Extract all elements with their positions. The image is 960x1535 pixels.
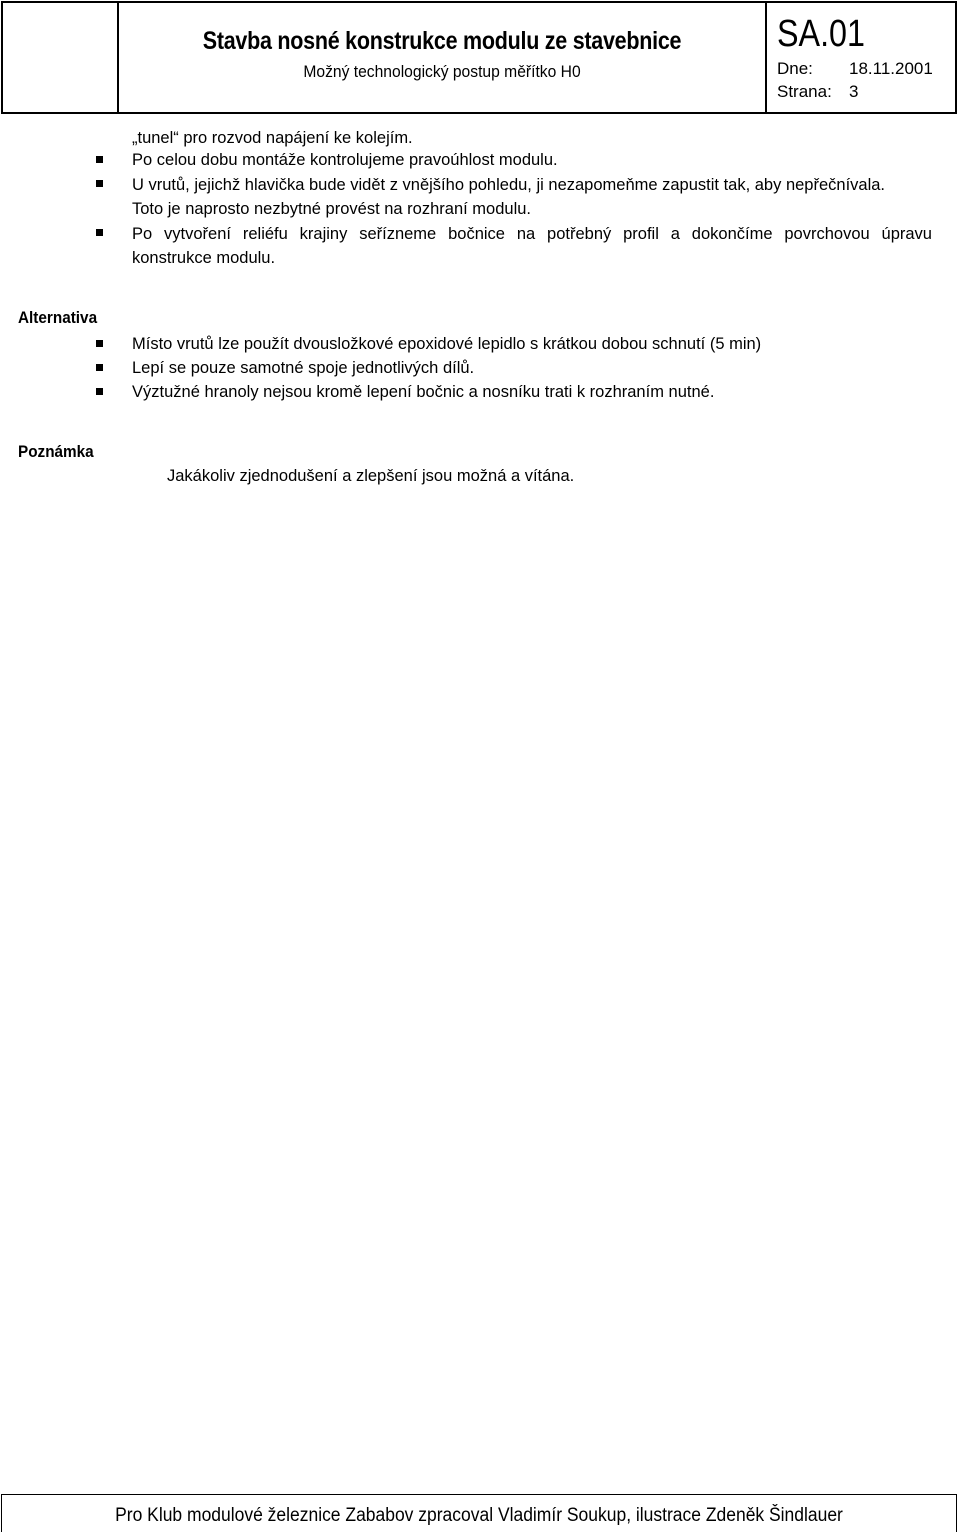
list-item: U vrutů, jejichž hlavička bude vidět z vnějšího pohledu, ji nezapomeňme zapustit tak, aby nepřečnívala. [132, 176, 886, 194]
page-number: 3 [849, 82, 859, 101]
list-item-continuation: konstrukce modulu. [132, 249, 276, 267]
logo-cell [3, 3, 119, 112]
document-title: Stavba nosné konstrukce modulu ze stavebnice [202, 27, 682, 55]
page-number-row [777, 82, 858, 102]
page-label: Strana: [777, 82, 832, 101]
continuation-text: „tunel“ pro rozvod napájení ke kolejím. [132, 129, 413, 147]
bullet-icon [96, 364, 103, 371]
bullet-icon [96, 180, 103, 187]
list-item-continuation: Toto je naprosto nezbytné provést na rozhraní modulu. [132, 200, 531, 218]
bullet-icon [96, 156, 103, 163]
bullet-icon [96, 340, 103, 347]
page-header [1, 1, 957, 114]
bullet-icon [96, 229, 103, 236]
list-item: Výztužné hranoly nejsou kromě lepení bočnic a nosníku trati k rozhraním nutné. [132, 383, 715, 401]
document-code: SA.01 [777, 13, 866, 55]
note-text: Jakákoliv zjednodušení a zlepšení jsou možná a vítána. [167, 467, 575, 485]
date-row [777, 59, 933, 79]
meta-cell [767, 3, 955, 112]
section-label-poznamka: Poznámka [18, 442, 94, 461]
footer-credits: Pro Klub modulové železnice Zababov zpracoval Vladimír Soukup, ilustrace Zdeněk Šindlauer [115, 1505, 843, 1526]
section-label-alternativa: Alternativa [18, 308, 98, 327]
page-footer [1, 1494, 957, 1532]
date-value: 18.11.2001 [849, 59, 933, 78]
bullet-icon [96, 388, 103, 395]
list-item: Po vytvoření reliéfu krajiny seřízneme bočnice na potřebný profil a dokončíme povrchovou úpravu [132, 225, 932, 243]
list-item: Místo vrutů lze použít dvousložkové epoxidové lepidlo s krátkou dobou schnutí (5 min) [132, 335, 762, 353]
document-subtitle: Možný technologický postup měřítko H0 [303, 62, 581, 81]
list-item: Po celou dobu montáže kontrolujeme pravoúhlost modulu. [132, 151, 558, 169]
list-item: Lepí se pouze samotné spoje jednotlivých dílů. [132, 359, 475, 377]
title-cell [119, 3, 767, 112]
date-label: Dne: [777, 59, 813, 78]
